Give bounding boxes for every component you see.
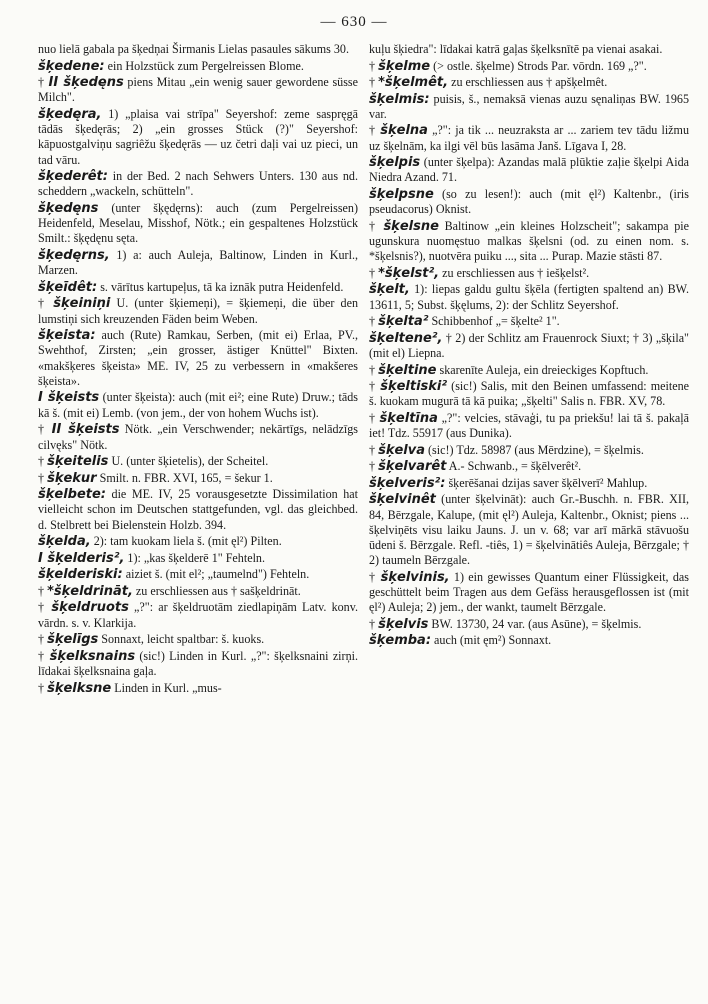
entry-text: 1) a: auch Auleja, Baltinow, Linden in Kurl., Marzen. [38, 248, 358, 278]
dictionary-entry [38, 649, 358, 680]
entry-headword: šķelpsne [369, 187, 434, 203]
entry-text: 1) ein gewisses Quantum einer Flüssigkeit, das geschüttelt beim Tragen aus dem Gefäss herausgeflossen ist (mit ęl²) Auleja; 2) jem., der wankt, taumelt Bērzgale. [369, 569, 690, 615]
entry-marker: † [38, 422, 52, 437]
entry-headword: šķedene: [38, 58, 105, 74]
entry-text: 1): liepas galdu gultu šķēla (fertigten spaltend an) BW. 13611, 5; Subst. šķęlums, 2): der Schlitz Seyershof. [369, 282, 689, 312]
entry-text: A.- Schwanb., = šķēlverêt². [446, 459, 582, 474]
dictionary-entry [38, 534, 358, 549]
entry-text: (> ostle. šķelme) Strods Par. vōrdn. 169 „?". [430, 58, 647, 73]
entry-text: Linden in Kurl. „mus- [111, 680, 222, 695]
page-number: — 630 — [320, 14, 388, 30]
entry-marker: † [369, 569, 381, 584]
dictionary-entry [369, 155, 689, 186]
entry-marker: † [38, 470, 48, 485]
entry-headword: šķelda, [38, 534, 91, 550]
entry-text: (sic!) Salis, mit den Beinen umfassend: meitene š. kuokam mugurā tā kā puika; „šķelti" Salis n. FBR. XV, 78. [369, 379, 689, 409]
dictionary-entry [38, 422, 358, 453]
dictionary-entry [38, 328, 358, 389]
entry-text: U. (unter šķiemeņi), = šķiemeņi, die über den lumstiņi sich kreuzenden Fäden beim Weben. [38, 296, 358, 326]
entry-marker: † [369, 616, 379, 631]
left-column [38, 42, 358, 697]
entry-headword: šķelna [380, 123, 428, 139]
entry-headword: šķelderiski: [38, 567, 123, 583]
entry-headword: II šķedęns [48, 75, 124, 91]
entry-marker: † [369, 314, 379, 329]
dictionary-entry [38, 471, 358, 486]
entry-marker: † [369, 58, 379, 73]
entry-marker: † [369, 123, 381, 138]
dictionary-entry [38, 681, 358, 696]
entry-text: „?": velcies, stāvaģi, tu pa priekšu! lai tā š. pakaļā iet! Tdz. 55917 (aus Dunika). [369, 410, 689, 441]
dictionary-entry [38, 201, 358, 247]
entry-headword: šķelme [378, 58, 431, 74]
entry-marker: † [369, 265, 379, 280]
entry-headword: šķeltine [378, 362, 437, 378]
dictionary-entry [369, 42, 689, 57]
entry-headword: šķederêt: [38, 169, 108, 185]
dictionary-entry [369, 411, 689, 442]
entry-text: zu erschliessen aus † apšķelmêt. [448, 75, 608, 90]
entry-text: 1): „kas šķelderē 1" Fehteln. [124, 550, 266, 565]
dictionary-entry [38, 454, 358, 469]
entry-marker: † [38, 648, 50, 663]
entry-text: U. (unter šķietelis), der Scheitel. [108, 454, 269, 469]
entry-headword: II šķeists [51, 422, 120, 438]
entry-headword: šķedęrns, [38, 248, 110, 264]
entry-text: ein Holzstück zum Pergelreissen Blome. [104, 58, 304, 73]
entry-headword: šķeīdêt: [38, 279, 98, 295]
entry-text: puisis, š., nemaksā vienas auzu sęnaliņas BW. 1965 var. [369, 91, 689, 121]
entry-marker: † [369, 442, 379, 457]
dictionary-entry [38, 296, 358, 327]
dictionary-entry [38, 75, 358, 106]
entry-marker: † [369, 410, 380, 425]
entry-text: šķerēšanai dzijas saver šķēlverī² Mahlup. [445, 475, 648, 490]
dictionary-entry [38, 600, 358, 631]
entry-marker: † [369, 218, 384, 233]
dictionary-entry [369, 363, 689, 378]
entry-text: (unter šķelpa): Azandas malā plūktie zaļie šķelpi Aida Niedra Azand. 71. [369, 155, 689, 185]
entry-text: (unter šķeista): auch (mit ei²; eine Rute) Druw.; tāds kā š. (mit ei) Lemb. (von jem., der von hohem Wuchs ist). [38, 390, 358, 420]
entry-headword: šķelpis [369, 155, 421, 171]
entry-text: (so zu lesen!): auch (mit ęl²) Kaltenbr., (iris pseudacorus) Oknist. [369, 187, 689, 217]
entry-text: nuo lielā gabala pa šķedņai Širmanis Lielas pasaules sākums 30. [38, 42, 350, 56]
entry-headword: šķelksne [47, 680, 112, 696]
entry-text: die ME. IV, 25 vorausgesetzte Dissimilation hat vielleicht schon im Deutschen stattgefunden, vgl. das gleichbed. d. Stelbrett bei Bielenstein Holzb. 394. [38, 487, 358, 532]
entry-text: „?": ar šķeldruotām ziedlapiņām Latv. konv. vārdn. s. v. Klarkija. [38, 600, 358, 630]
dictionary-entry [369, 617, 689, 632]
entry-text: 2): tam kuokam liela š. (mit ęl²) Pilten. [90, 534, 282, 549]
entry-text: zu erschliessen aus † sašķeldrināt. [132, 583, 301, 598]
entry-headword: šķemba: [369, 633, 432, 649]
entry-text: 1) „plaisa vai strīpa" Seyershof: zeme saspręgā tādās šķedęrās; 2) „ein grosses Stück (?)" Seyershof: kāpuostgalviņu sagriêžu šķedęrās — uz četri daļi vai uz pieci, un tad vāru. [38, 106, 358, 167]
dictionary-entry [369, 219, 689, 265]
dictionary-entry [369, 492, 689, 568]
dictionary-entry [38, 169, 358, 200]
dictionary-entry [369, 459, 689, 474]
dictionary-entry [38, 567, 358, 582]
entry-headword: šķelvis [378, 616, 429, 632]
entry-marker: † [38, 296, 54, 311]
entry-headword: I šķeists [38, 390, 100, 406]
entry-text: † 2) der Schlitz am Frauenrock Siuxt; † 3) „šķila" (mit el) Liepna. [369, 330, 689, 361]
entry-text: Smilt. n. FBR. XVI, 165, = šekur 1. [96, 470, 273, 485]
entry-headword: šķelbete: [38, 487, 107, 503]
dictionary-entry [38, 487, 358, 533]
dictionary-entry [369, 570, 689, 616]
entry-headword: *šķelmêt, [378, 75, 449, 91]
entry-text: s. vārītus kartupeļus, tā ka iznāk putra Heidenfeld. [97, 279, 344, 294]
entry-marker: † [369, 75, 379, 90]
dictionary-entry [369, 476, 689, 491]
dictionary-entry [38, 59, 358, 74]
entry-marker: † [369, 379, 381, 394]
dictionary-entry [369, 266, 689, 281]
entry-headword: I šķelderis², [38, 550, 125, 566]
entry-text: BW. 13730, 24 var. (aus Asūne), = šķelmis. [428, 616, 642, 631]
entry-text: (unter šķelvināt): auch Gr.-Buschh. n. FBR. XII, 84, Bērzgale, Kalupe, (mit ęl²) Auleja, Kaltenbr., Oknist; piens ... šķelviņēts visu laiku Jauns. J. un v. 68; var arī mārkā stāvuošu ūdeni š. Bērzgale. Refl. -tiês, 1) = šķelvinātiês Auleja, Bērzgale; † 2) taumeln Bērzgale. [369, 492, 689, 568]
dictionary-entry [369, 331, 689, 362]
dictionary-entry [369, 633, 689, 648]
entry-headword: šķelveris²: [369, 475, 446, 491]
entry-marker: † [38, 680, 48, 695]
entry-text: Schibbenhof „= šķelte² 1". [428, 314, 560, 329]
entry-marker: † [369, 362, 379, 377]
entry-headword: šķeldruots [51, 600, 129, 616]
entry-headword: šķelsne [383, 218, 439, 234]
entry-headword: šķedęra, [38, 106, 102, 122]
entry-text: (sic!) Linden in Kurl. „?": šķelksnaini zirņi. līdakai šķelksnaina gaļa. [38, 648, 358, 678]
dictionary-entry [369, 123, 689, 154]
dictionary-entry [369, 187, 689, 218]
right-column [369, 42, 689, 650]
entry-headword: šķeltiski² [380, 379, 448, 395]
dictionary-entry [38, 551, 358, 566]
entry-headword: šķelksnains [49, 648, 136, 664]
dictionary-entry [369, 314, 689, 329]
entry-marker: † [369, 459, 379, 474]
entry-headword: šķeiniņi [53, 296, 111, 312]
dictionary-entry [369, 75, 689, 90]
entry-marker: † [38, 75, 49, 90]
dictionary-entry [38, 390, 358, 421]
entry-headword: *šķeldrināt, [47, 583, 133, 599]
entry-text: auch (Rute) Ramkau, Serben, (mit ei) Erlaa, PV., Swehthof, Zirsten; „ein grosser, ästiger Knüttel" Bixten. «makšķeres šķeista» ME. IV, 25 zu verbessern in «makšeres šķeista». [38, 328, 358, 388]
entry-text: „?": ja tik ... neuzraksta ar ... zariem tev tādu ližmu uz šķelnām, ka ilgi vēl būs lasāma Janš. Līgava I, 28. [369, 123, 690, 153]
dictionary-entry [369, 443, 689, 458]
entry-text: in der Bed. 2 nach Sehwers Unters. 130 aus nd. scheddern „wackeln, schütteln". [38, 169, 358, 199]
entry-headword: šķedęns [38, 200, 99, 216]
entry-text: (unter šķędęrns): auch (zum Pergelreissen) Heidenfeld, Meselau, Misshof, Nötk.; ein gespaltenes Holzstück Smilt.: šķędęnu sęta. [38, 200, 358, 246]
entry-marker: † [38, 454, 48, 469]
dictionary-entry [38, 584, 358, 599]
dictionary-entry [38, 280, 358, 295]
entry-text: Baltinow „ein kleines Holzscheit"; sakampa pie ugunskura nuomęstuo malkas šķelsni (od. zu einen nom. s. *šķelsnis?), nuotvēra puiku ..., sita ... Purap. Mazie stāsti 87. [369, 218, 689, 264]
page-number-value: 630 [341, 14, 367, 30]
entry-text: aiziet š. (mit el²; „taumelnd") Fehteln. [122, 567, 310, 582]
entry-headword: šķelvinis, [380, 569, 450, 585]
entry-headword: šķelt, [369, 282, 410, 298]
entry-headword: šķeista: [38, 328, 96, 344]
entry-headword: šķeltene², [369, 330, 443, 346]
entry-text: zu erschliessen aus † iešķelst². [439, 265, 590, 280]
dictionary-entry [369, 59, 689, 74]
entry-headword: šķeltīna [379, 410, 438, 426]
entry-headword: *šķelst², [378, 265, 440, 281]
dictionary-entry [369, 92, 689, 123]
entry-marker: † [38, 600, 52, 615]
entry-headword: šķelvinêt [369, 492, 436, 508]
entry-headword: šķelmis: [369, 91, 430, 107]
dictionary-entry [38, 248, 358, 279]
dictionary-entry [369, 282, 689, 313]
entry-marker: † [38, 632, 48, 647]
dictionary-entry [369, 379, 689, 410]
dictionary-entry [38, 42, 358, 57]
entry-text: auch (mit ęm²) Sonnaxt. [431, 633, 552, 648]
entry-text: piens Mitau „ein wenig sauer gewordene süsse Milch". [38, 75, 358, 105]
entry-headword: šķelvarêt [378, 459, 447, 475]
entry-text: kuļu šķiedra": līdakai katrā gaļas šķelksnītē pa vienai asakai. [369, 42, 663, 56]
dictionary-entry [38, 632, 358, 647]
dictionary-entry [38, 107, 358, 168]
entry-text: Nötk. „ein Verschwender; nekārtīgs, nelādzīgs cilvęks" Nötk. [38, 422, 359, 452]
entry-marker: † [38, 583, 48, 598]
entry-text: Sonnaxt, leicht spaltbar: š. kuoks. [98, 632, 265, 647]
entry-text: skarenīte Auleja, ein dreieckiges Kopftuch. [436, 362, 649, 377]
entry-headword: šķelīgs [47, 632, 99, 648]
entry-headword: šķeitelis [47, 454, 109, 470]
entry-headword: šķekur [47, 470, 97, 486]
entry-headword: šķelva [378, 442, 425, 458]
entry-text: (sic!) Tdz. 58987 (aus Mērdzine), = šķelmis. [424, 442, 644, 457]
entry-headword: šķelta² [378, 314, 429, 330]
